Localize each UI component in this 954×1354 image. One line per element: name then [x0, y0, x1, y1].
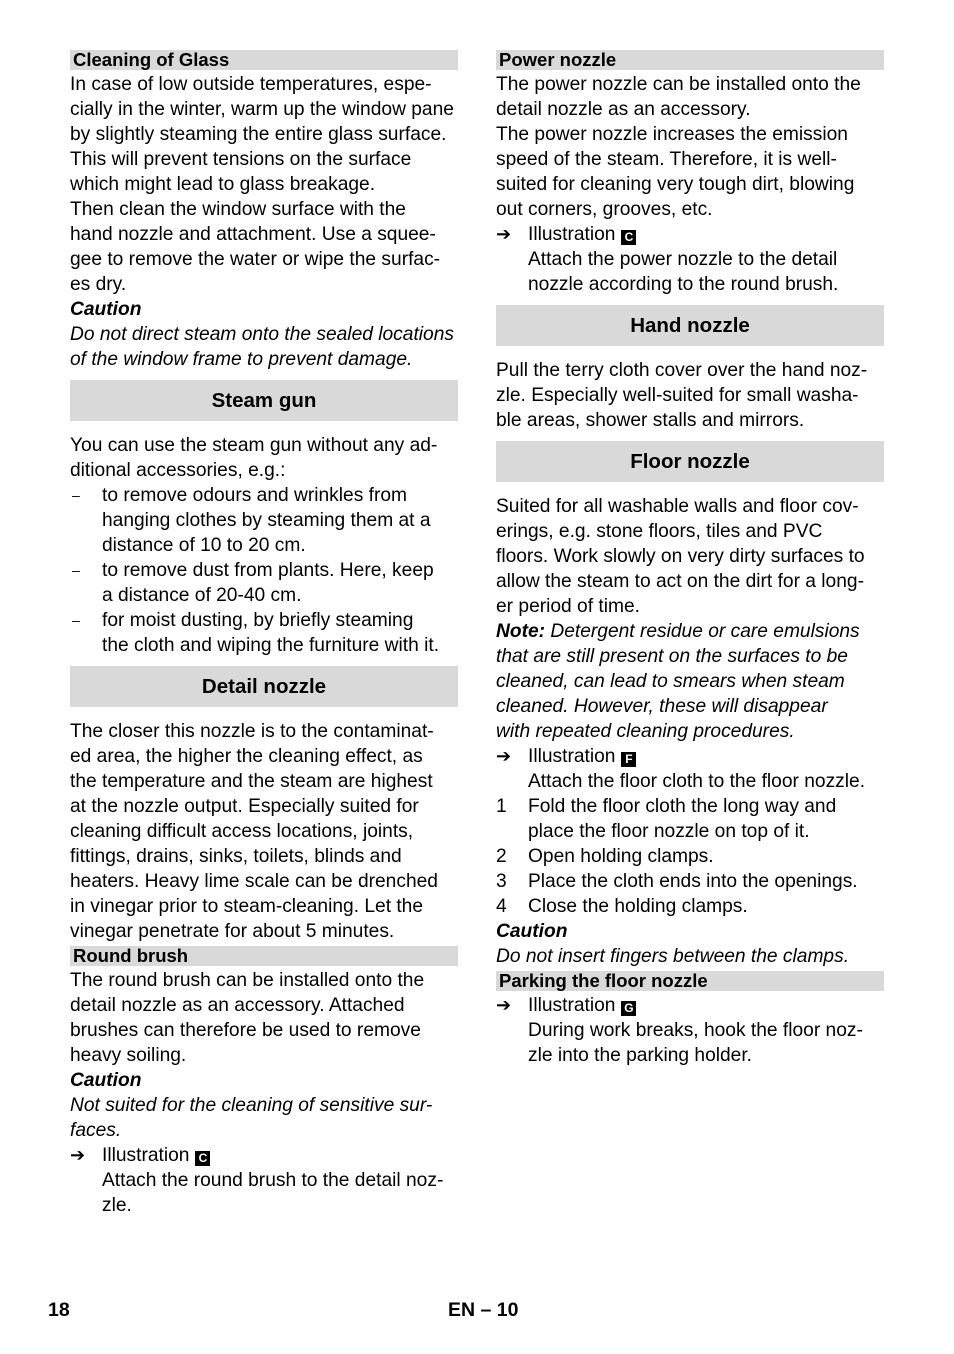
illustration-badge: F [621, 752, 636, 767]
step-item [496, 869, 884, 894]
text-line: The closer this nozzle is to the contaminat- [70, 721, 434, 742]
list-item-text: to remove dust from plants. Here, keep [102, 560, 434, 581]
note-label: Note: [496, 621, 546, 642]
step-number: 1 [496, 796, 507, 817]
page-label: EN – 10 [448, 1299, 519, 1321]
text-line: in vinegar prior to steam-cleaning. Let the [70, 896, 424, 917]
note-text [496, 619, 884, 644]
arrow-right-icon: ➔ [496, 224, 512, 244]
note-line: with repeated cleaning procedures. [496, 721, 795, 742]
text-line: Then clean the window surface with the [70, 199, 406, 220]
text-line: which might lead to glass breakage. [70, 174, 376, 195]
text-line: by slightly steaming the entire glass surface. [70, 124, 447, 145]
section-heading-hand-nozzle: Hand nozzle [496, 305, 884, 346]
text-line: out corners, grooves, etc. [496, 199, 713, 220]
list-item-text: the cloth and wiping the furniture with it. [102, 635, 440, 656]
text-line: erings, e.g. stone floors, tiles and PVC [496, 521, 823, 542]
section-heading-power-nozzle: Power nozzle [496, 50, 884, 70]
caution-title: Caution [70, 1070, 142, 1091]
dash-bullet: – [72, 612, 80, 628]
left-column [70, 50, 458, 1218]
text-line: allow the steam to act on the dirt for a long- [496, 571, 864, 592]
instruction-text: zle into the parking holder. [528, 1045, 753, 1066]
text-line: speed of the steam. Therefore, it is well- [496, 149, 837, 170]
page-number: 18 [48, 1299, 70, 1321]
section-heading-cleaning-of-glass: Cleaning of Glass [70, 50, 458, 70]
illustration-badge: C [195, 1151, 210, 1166]
text-line: heavy soiling. [70, 1045, 187, 1066]
list-item-text: to remove odours and wrinkles from [102, 485, 407, 506]
instruction-text: nozzle according to the round brush. [528, 274, 839, 295]
text-line: Suited for all washable walls and floor cov- [496, 496, 859, 517]
text-line: cially in the winter, warm up the window pane [70, 99, 454, 120]
instruction-text: Attach the round brush to the detail noz- [102, 1170, 444, 1191]
list-item [70, 608, 458, 658]
illustration-badge: G [621, 1001, 636, 1016]
dash-bullet: – [72, 562, 80, 578]
step-text: Place the cloth ends into the openings. [528, 871, 858, 892]
text-line: floors. Work slowly on very dirty surfaces to [496, 546, 865, 567]
illustration-label: Illustration [528, 995, 616, 1016]
section-heading-floor-nozzle: Floor nozzle [496, 441, 884, 482]
illustration-label: Illustration [528, 746, 616, 767]
text-line: at the nozzle output. Especially suited for [70, 796, 419, 817]
list-item-text: a distance of 20-40 cm. [102, 585, 302, 606]
illustration-label: Illustration [528, 224, 616, 245]
step-number: 3 [496, 871, 507, 892]
instruction-text: Attach the power nozzle to the detail [528, 249, 838, 270]
step-text: Open holding clamps. [528, 846, 714, 867]
caution-title: Caution [496, 921, 568, 942]
text-line: cleaning difficult access locations, joints, [70, 821, 414, 842]
text-line: You can use the steam gun without any ad- [70, 435, 438, 456]
caution-text: faces. [70, 1120, 122, 1141]
illustration-reference [496, 222, 884, 247]
list-item-text: for moist dusting, by briefly steaming [102, 610, 414, 631]
illustration-badge: C [621, 230, 636, 245]
instruction-text: zle. [102, 1195, 132, 1216]
text-line: The power nozzle can be installed onto the [496, 74, 861, 95]
instruction-text: Attach the floor cloth to the floor nozzle. [528, 771, 866, 792]
text-line: es dry. [70, 274, 127, 295]
text-line: the temperature and the steam are highest [70, 771, 433, 792]
right-column [496, 50, 884, 1068]
step-text: place the floor nozzle on top of it. [528, 821, 810, 842]
list-item-text: hanging clothes by steaming them at a [102, 510, 431, 531]
illustration-label: Illustration [102, 1145, 190, 1166]
text-line: In case of low outside temperatures, espe- [70, 74, 432, 95]
illustration-reference [496, 744, 884, 769]
instruction-text: During work breaks, hook the floor noz- [528, 1020, 863, 1041]
note-line: cleaned, can lead to smears when steam [496, 671, 845, 692]
caution-text: Do not direct steam onto the sealed locations [70, 324, 454, 345]
text-line: Pull the terry cloth cover over the hand noz- [496, 360, 868, 381]
list-item [70, 483, 458, 558]
dash-bullet: – [72, 487, 80, 503]
arrow-right-icon: ➔ [496, 746, 512, 766]
caution-title: Caution [70, 299, 142, 320]
text-line: heaters. Heavy lime scale can be drenched [70, 871, 438, 892]
text-line: The power nozzle increases the emission [496, 124, 848, 145]
text-line: ble areas, shower stalls and mirrors. [496, 410, 805, 431]
arrow-right-icon: ➔ [70, 1145, 86, 1165]
list-item-text: distance of 10 to 20 cm. [102, 535, 306, 556]
text-line: zle. Especially well-suited for small washa- [496, 385, 859, 406]
caution-text: Not suited for the cleaning of sensitive sur- [70, 1095, 433, 1116]
step-number: 4 [496, 896, 507, 917]
text-line: fittings, drains, sinks, toilets, blinds and [70, 846, 402, 867]
step-item [496, 844, 884, 869]
section-heading-steam-gun: Steam gun [70, 380, 458, 421]
text-line: vinegar penetrate for about 5 minutes. [70, 921, 395, 942]
text-line: er period of time. [496, 596, 640, 617]
note-line: that are still present on the surfaces to be [496, 646, 848, 667]
illustration-reference [496, 993, 884, 1018]
text-line: hand nozzle and attachment. Use a squee- [70, 224, 436, 245]
arrow-right-icon: ➔ [496, 995, 512, 1015]
list-item [70, 558, 458, 608]
step-text: Fold the floor cloth the long way and [528, 796, 837, 817]
text-line: This will prevent tensions on the surface [70, 149, 412, 170]
section-heading-detail-nozzle: Detail nozzle [70, 666, 458, 707]
text-line: brushes can therefore be used to remove [70, 1020, 421, 1041]
text-line: ed area, the higher the cleaning effect, as [70, 746, 423, 767]
section-heading-parking-floor-nozzle: Parking the floor nozzle [496, 971, 884, 991]
text-line: detail nozzle as an accessory. [496, 99, 751, 120]
note-line: cleaned. However, these will disappear [496, 696, 828, 717]
caution-text: Do not insert fingers between the clamps. [496, 946, 850, 967]
text-line: suited for cleaning very tough dirt, blowing [496, 174, 855, 195]
text-line: The round brush can be installed onto the [70, 970, 425, 991]
text-line: ditional accessories, e.g.: [70, 460, 286, 481]
step-item [496, 894, 884, 919]
text-line: gee to remove the water or wipe the surfac- [70, 249, 441, 270]
step-number: 2 [496, 846, 507, 867]
text-line: detail nozzle as an accessory. Attached [70, 995, 405, 1016]
step-text: Close the holding clamps. [528, 896, 748, 917]
note-line: Detergent residue or care emulsions [545, 621, 860, 642]
step-item [496, 794, 884, 844]
caution-text: of the window frame to prevent damage. [70, 349, 413, 370]
illustration-reference [70, 1143, 458, 1168]
section-heading-round-brush: Round brush [70, 946, 458, 966]
